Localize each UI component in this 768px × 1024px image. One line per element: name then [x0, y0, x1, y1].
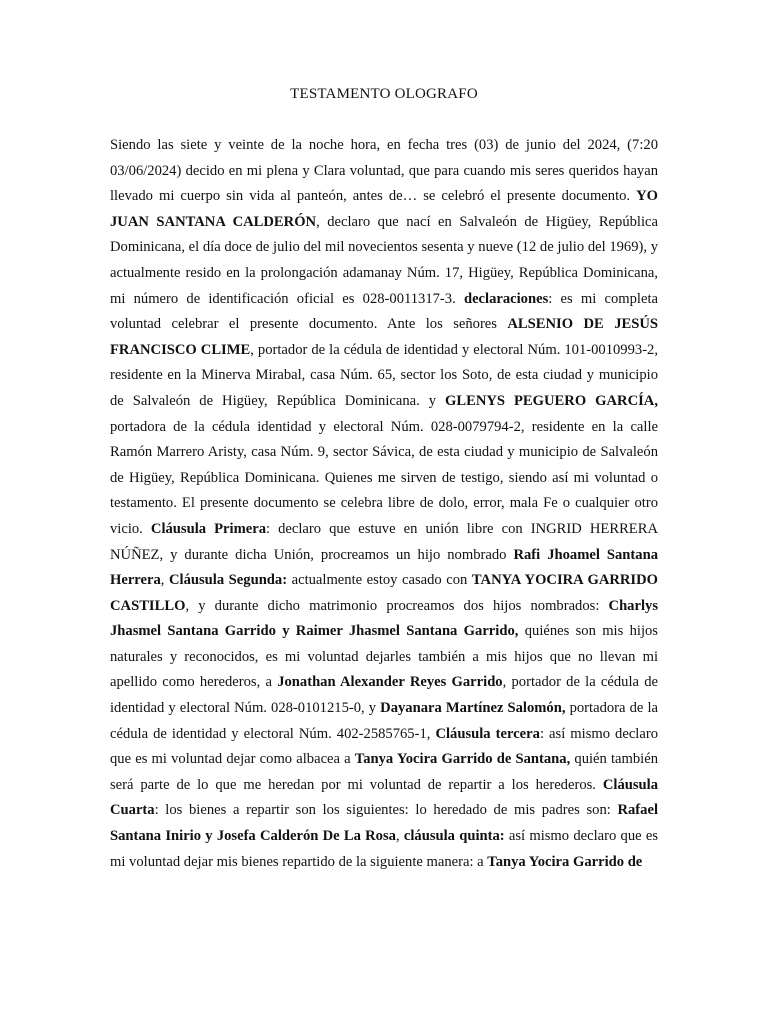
text-run: : los bienes a repartir son los siguientes: lo heredado de mis padres son: [154, 802, 618, 819]
text-run: : así mismo declaro que es mi voluntad dejar como albacea a [110, 725, 658, 768]
text-run: quiénes son mis hijos naturales y reconocidos, es mi voluntad dejarles también a mis hijos que no llevan mi apellido como herederos, a [110, 623, 658, 691]
bold-text-run: Rafi Jhoamel Santana Herrera [110, 546, 658, 589]
text-run: , [160, 572, 169, 589]
bold-text-run: GLENYS PEGUERO GARCÍA, [445, 392, 658, 409]
text-run: , portador de la cédula de identidad y electoral Núm. 101-0010993-2, residente en la Minerva Mirabal, casa Núm. 65, sector los Soto, de esta ciudad y municipio de Salvaleón de Higüey, República Dominicana. y [110, 341, 658, 409]
text-run: así mismo declaro que es mi voluntad dejar mis bienes repartido de la siguiente manera: a [110, 828, 658, 870]
text-run: , y durante dicho matrimonio procreamos dos hijos nombrados: [185, 597, 609, 614]
text-run: : declaro que estuve en unión libre con INGRID HERRERA NÚÑEZ, y durante dicha Unión, procreamos un hijo nombrado [110, 520, 658, 563]
bold-text-run: Cláusula Segunda: [168, 572, 288, 589]
bold-text-run: Cláusula Cuarta [110, 776, 658, 819]
text-run: Siendo las siete y veinte de la noche hora, en fecha tres (03) de junio del 2024, (7:20 03/06/2024) decido en mi plena y Clara voluntad, que para cuando mis seres queridos hayan llevado mi cuerpo sin vida al panteón, antes de… se celebró el presente documento. [110, 137, 658, 205]
bold-text-run: Cláusula Primera [150, 520, 266, 537]
text-run: , declaro que nací en Salvaleón de Higüey, República Dominicana, el día doce de julio del mil novecientos sesenta y nueve (12 de julio del 1969), y actualmente resido en la prolongación adamanay Núm. 17, Higüey, República Dominicana, mi número de identificación oficial es 028-0011317-3. [110, 213, 658, 307]
text-run: : es mi completa voluntad celebrar el presente documento. Ante los señores [110, 290, 658, 333]
bold-text-run: declaraciones [463, 290, 549, 307]
bold-text-run: TANYA YOCIRA GARRIDO CASTILLO [110, 572, 659, 614]
bold-text-run: Dayanara Martínez Salomón, [380, 700, 566, 717]
bold-text-run: ALSENIO DE JESÚS FRANCISCO CLIME [110, 316, 658, 358]
bold-text-run: Cláusula tercera [435, 725, 540, 742]
bold-text-run: YO JUAN SANTANA CALDERÓN [110, 188, 658, 230]
bold-text-run: cláusula quinta: [403, 828, 505, 845]
bold-text-run: Tanya Yocira Garrido de Santana, [354, 751, 571, 768]
bold-text-run: Charlys Jhasmel Santana Garrido y Raimer Jhasmel Santana Garrido, [110, 597, 658, 640]
text-run: , [395, 828, 404, 845]
text-run: actualmente estoy casado con [287, 572, 472, 589]
text-run: portadora de la cédula identidad y electoral Núm. 028-0079794-2, residente en la calle Ramón Marrero Aristy, casa Núm. 9, sector Sávica, de esta ciudad y municipio de Salvaleón de Higüey, República Dominicana. Quienes me sirven de testigo, siendo así mi voluntad o testamento. El presente documento se celebra libre de dolo, error, mala Fe o cualquier otro vicio. [110, 418, 658, 537]
text-run: portadora de la cédula de identidad y electoral Núm. 402-2585765-1, [110, 700, 659, 742]
document-title: TESTAMENTO OLOGRAFO [290, 86, 478, 102]
testament-body-paragraph [110, 133, 658, 875]
bold-text-run: Tanya Yocira Garrido de [487, 853, 643, 870]
bold-text-run: Jonathan Alexander Reyes Garrido [277, 674, 503, 691]
text-run: quién también será parte de lo que me heredan por mi voluntad de repartir a los herederos. [110, 751, 659, 793]
text-run: , portador de la cédula de identidad y electoral Núm. 028-0101215-0, y [110, 674, 658, 717]
bold-text-run: Rafael Santana Inirio y Josefa Calderón De La Rosa [110, 802, 658, 845]
